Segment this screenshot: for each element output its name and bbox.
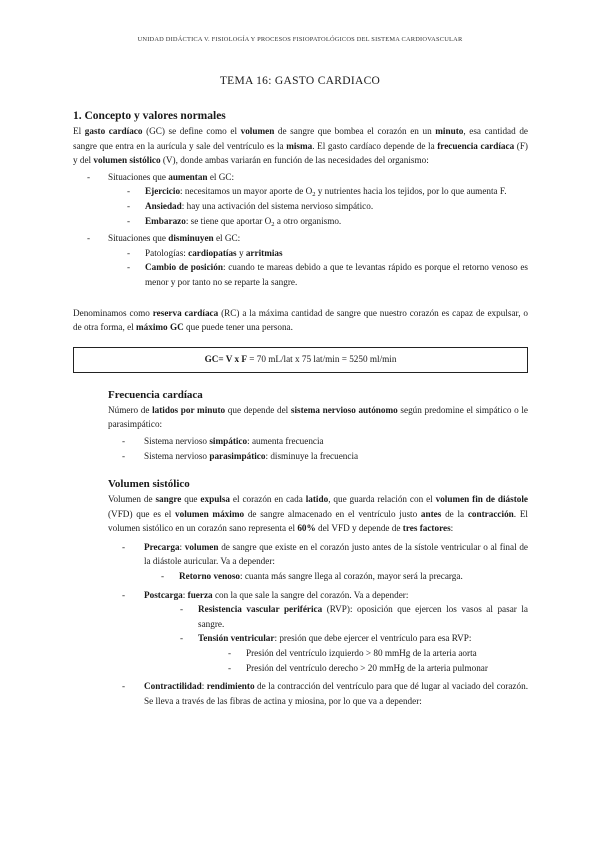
- dash-marker: -: [180, 633, 184, 644]
- paragraph-volumen: Volumen de sangre que expulsa el corazón en cada latido, que guarda relación con el volumen fin de diástole (VFD) que es el volumen máximo de sangre almacenado en el ventrículo justo antes de la contracción. El volumen sistólico en un corazón sano representa el 60% del VFD y depende de tres factores:: [108, 494, 528, 534]
- list-item-retorno-venoso: - Retorno venoso: cuanta más sangre llega al corazón, mayor será la precarga.: [73, 569, 528, 584]
- list-item-contractilidad: - Contractilidad: rendimiento de la contracción del ventrículo para que dé lugar al vaciado del corazón. Se lleva a través de las fibras de actina y miosina, por lo que va a depender:: [73, 679, 528, 708]
- list-item-postcarga: - Postcarga: fuerza con la que sale la sangre del corazón. Va a depender:: [73, 588, 528, 603]
- dash-marker: -: [161, 571, 165, 582]
- list-item-disminuyen: - Situaciones que disminuyen el GC:: [73, 231, 528, 246]
- dash-marker: -: [127, 200, 131, 211]
- dash-marker: -: [87, 171, 91, 182]
- list-item-embarazo: - Embarazo: se tiene que aportar $O_2$ a otro organismo.: [127, 215, 342, 228]
- list-item-precarga: - Precarga: volumen de sangre que existe en el corazón justo antes de la sístole ventricular o al final de la diástole auricular. Va a depender:: [73, 540, 528, 569]
- document-body: [73, 108, 528, 708]
- list-item-patologias: - Patologías: cardiopatías y arritmias: [73, 246, 528, 261]
- dash-marker: -: [180, 604, 184, 615]
- paragraph-reserva-cardiaca: Denominamos como reserva cardíaca (RC) a la máxima cantidad de sangre que nuestro corazón es capaz de expulsar, o de otra forma, el máximo GC que puede tener una persona.: [73, 307, 529, 333]
- section-heading-volumen: Volumen sistólico: [108, 478, 190, 491]
- dash-marker: -: [87, 233, 91, 244]
- page-title: TEMA 16: GASTO CARDIACO: [219, 75, 381, 87]
- list-item-presion-derecho: - Presión del ventrículo derecho > 20 mmHg de la arteria pulmonar: [73, 661, 528, 676]
- dash-marker: -: [122, 541, 126, 552]
- dash-marker: -: [122, 450, 126, 461]
- dash-marker: -: [122, 589, 126, 600]
- dash-marker: -: [127, 186, 131, 197]
- list-item-tension-ventricular: - Tensión ventricular: presión que debe ejercer el ventrículo para esa RVP:: [73, 631, 528, 646]
- paragraph-frecuencia: Número de latidos por minuto que depende del sistema nervioso autónomo según predomine el simpático o le parasimpático:: [108, 404, 528, 430]
- dash-marker: -: [122, 435, 126, 446]
- paragraph-definicion-gc: El gasto cardíaco (GC) se define como el volumen de sangre que bombea el corazón en un minuto, esa cantidad de sangre que entra en la aurícula y sale del ventrículo es la misma. El gasto cardíaco depende de la frecuencia cardíaca (F) y del volumen sistólico (V), donde ambas variarán en función de las necesidades del organismo:: [73, 126, 528, 166]
- list-item-parasimpatico: - Sistema nervioso parasimpático: disminuye la frecuencia: [73, 449, 528, 464]
- section-frecuencia: [73, 388, 528, 432]
- list-item-cambio-posicion: - Cambio de posición: cuando te mareas debido a que te levantas rápido es porque el retorno venoso es menor y por tanto no se reparte la sangre.: [73, 260, 528, 289]
- list-item-ejercicio: - Ejercicio: necesitamos un mayor aporte de $O_2$ y nutrientes hacia los tejidos, por lo que aumenta F.: [127, 186, 507, 199]
- section-volumen: [73, 477, 528, 536]
- dash-marker: -: [228, 662, 232, 673]
- dash-marker: -: [127, 247, 131, 258]
- dash-marker: -: [122, 681, 126, 692]
- list-item-simpatico: - Sistema nervioso simpático: aumenta frecuencia: [73, 434, 528, 449]
- formula-box: GC= V x F = 70 mL/lat x 75 lat/min = 5250 ml/min: [73, 347, 528, 373]
- list-item-rvp: - Resistencia vascular periférica (RVP): oposición que ejercen los vasos al pasar la sangre.: [73, 602, 528, 631]
- list-item-ansiedad: - Ansiedad: hay una activación del sistema nervioso simpático.: [73, 199, 528, 214]
- dash-marker: -: [127, 262, 131, 273]
- list-item-presion-izquierdo: - Presión del ventrículo izquierdo > 80 mmHg de la arteria aorta: [73, 646, 528, 661]
- dash-marker: -: [228, 648, 232, 659]
- page-header: UNIDAD DIDÁCTICA V. FISIOLOGÍA Y PROCESOS FISIOPATOLÓGICOS DEL SISTEMA CARDIOVASCULAR: [137, 36, 463, 43]
- list-item-aumentan: - Situaciones que aumentan el GC:: [73, 170, 528, 185]
- section-heading-frecuencia: Frecuencia cardíaca: [108, 388, 203, 401]
- section-heading-concepto: 1. Concepto y valores normales: [73, 110, 226, 122]
- dash-marker: -: [127, 215, 131, 226]
